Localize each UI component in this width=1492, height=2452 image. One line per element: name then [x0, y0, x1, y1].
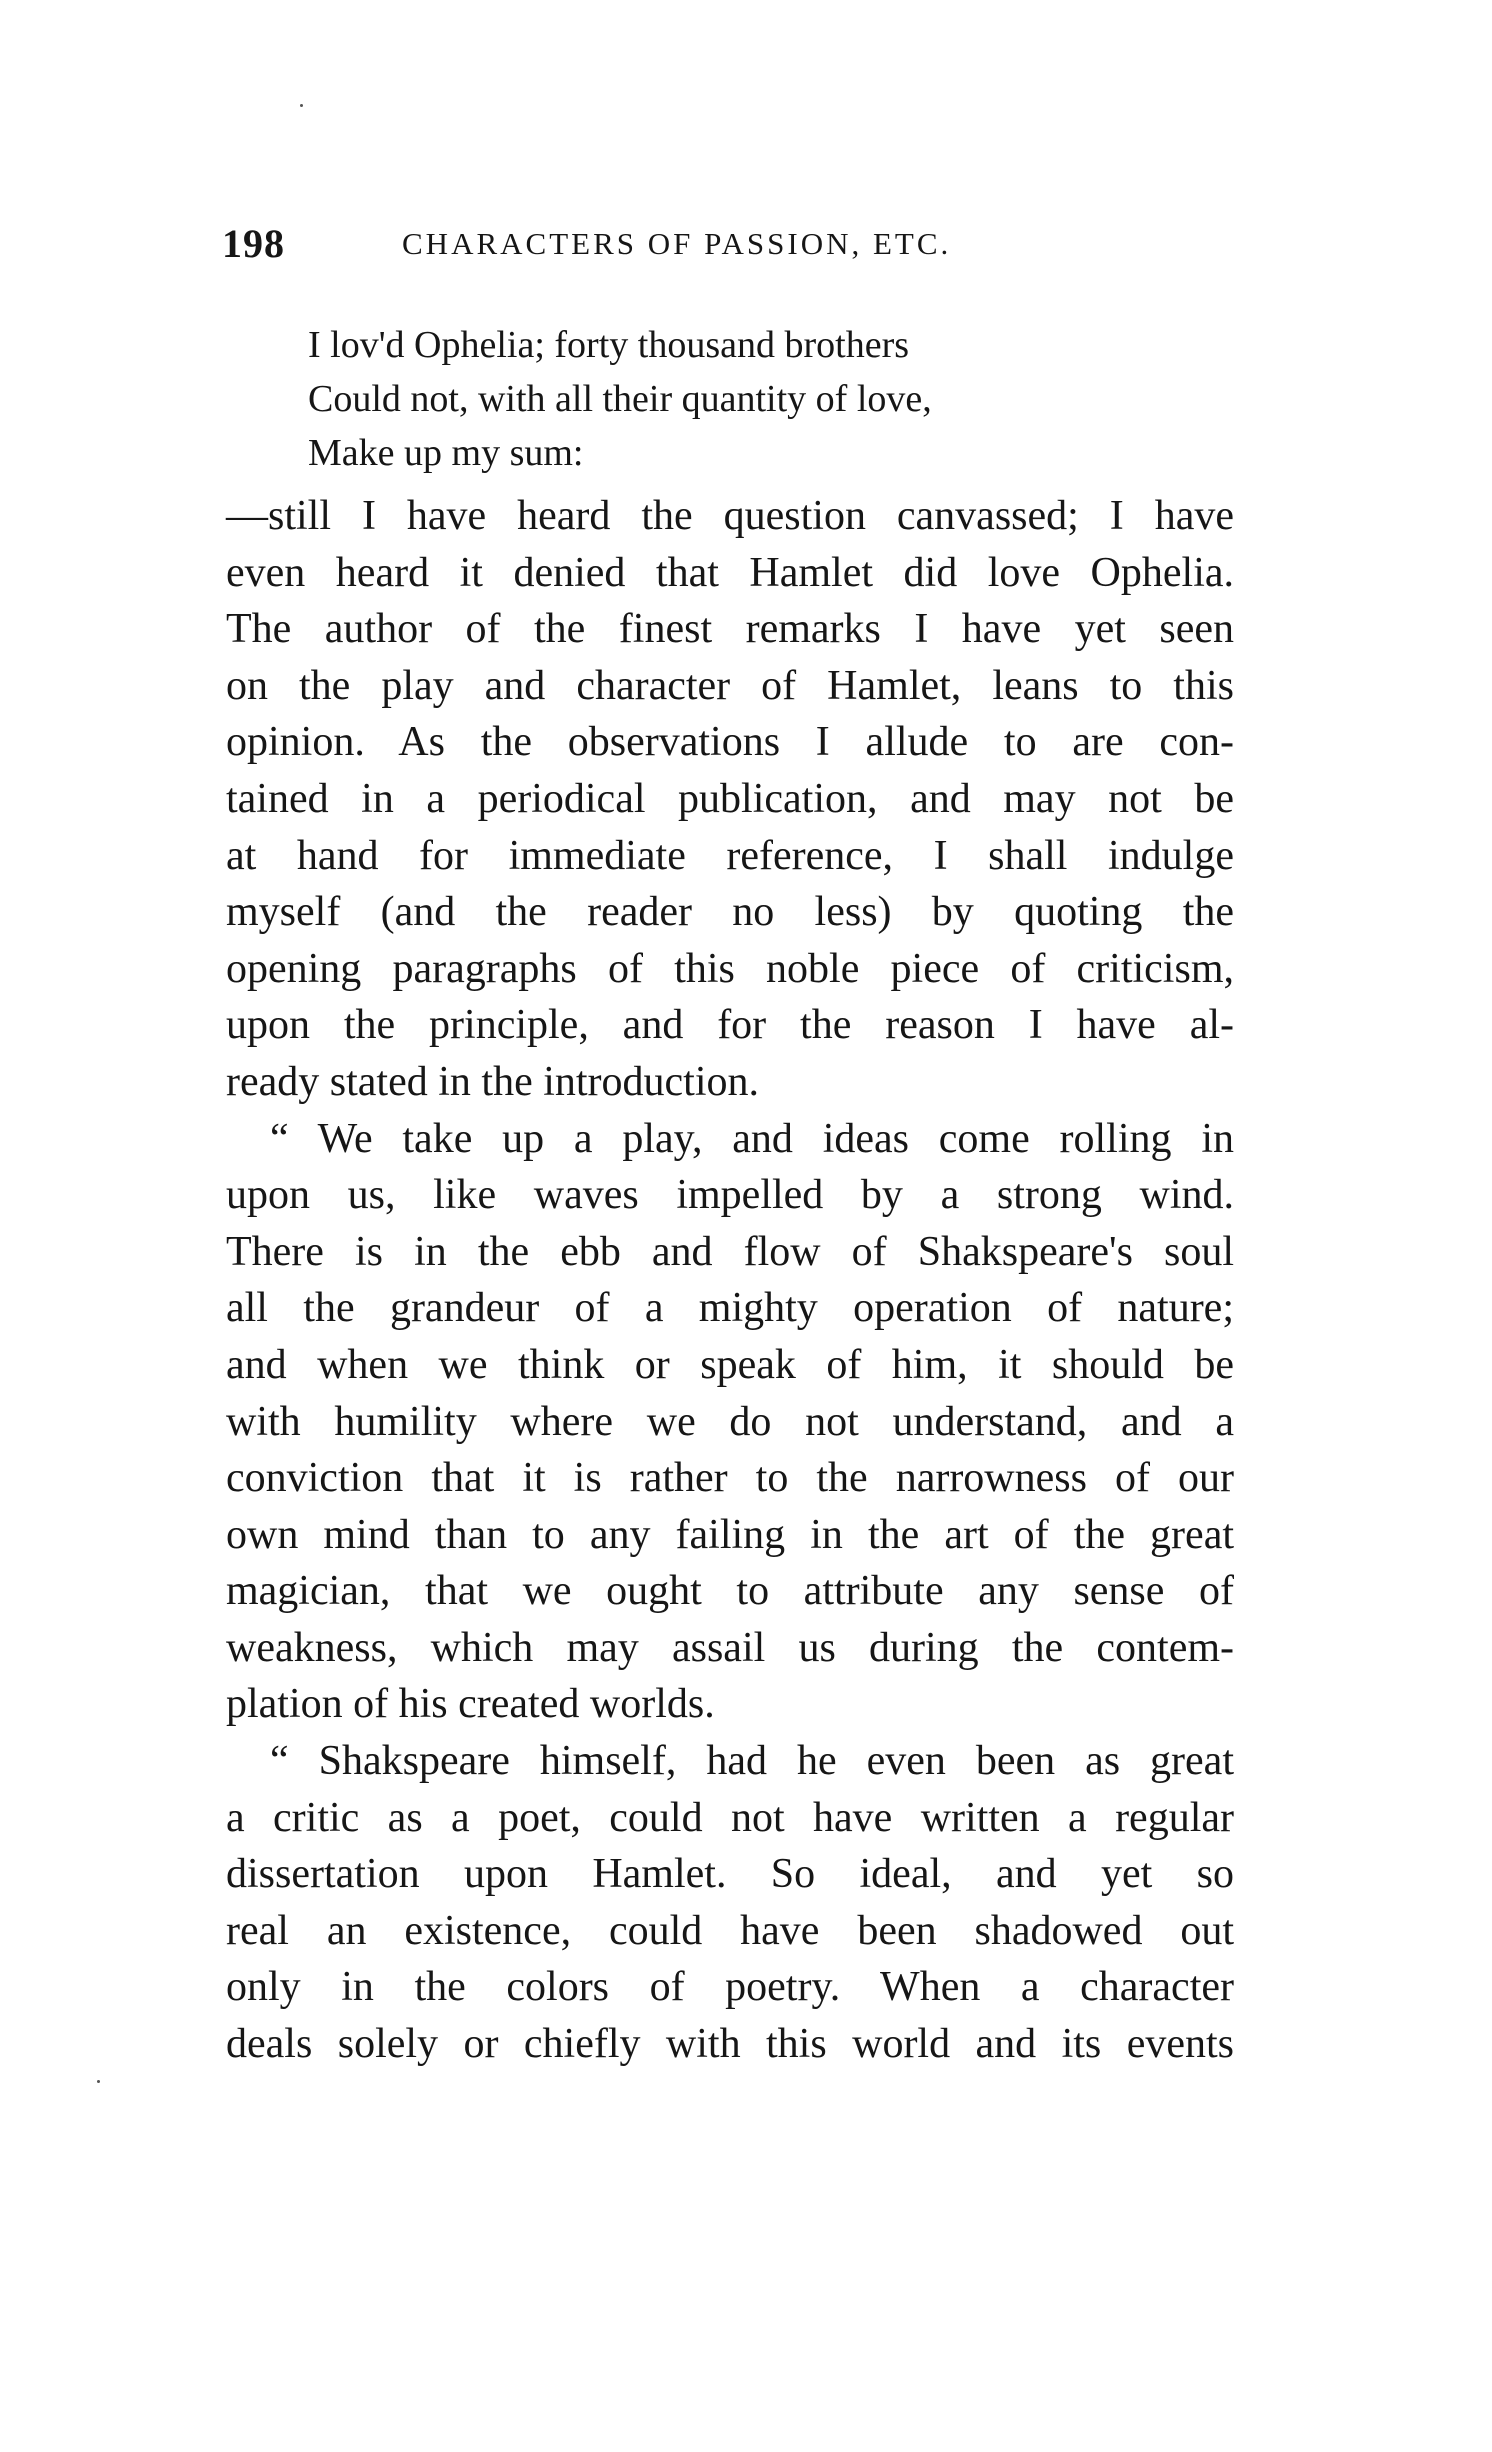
text-line: magician, that we ought to attribute any sense of — [226, 1568, 1234, 1615]
text-line: on the play and character of Hamlet, leans to this — [226, 662, 1234, 709]
verse-quotation — [308, 318, 1208, 480]
text-line: a critic as a poet, could not have written a regular — [226, 1794, 1234, 1841]
text-line: upon the principle, and for the reason I have al- — [226, 1002, 1234, 1049]
text-line: deals solely or chiefly with this world and its events — [226, 2021, 1234, 2068]
text-line: real an existence, could have been shadowed out — [226, 1907, 1234, 1954]
page-header — [222, 220, 1122, 270]
verse-line: Make up my sum: — [308, 432, 584, 474]
text-line: even heard it denied that Hamlet did love Ophelia. — [226, 549, 1234, 596]
text-line: dissertation upon Hamlet. So ideal, and yet so — [226, 1851, 1234, 1898]
running-head: CHARACTERS OF PASSION, ETC. — [402, 226, 952, 261]
verse-line: Could not, with all their quantity of love, — [308, 378, 932, 420]
text-line: “ Shakspeare himself, had he even been as great — [270, 1738, 1234, 1785]
text-line: upon us, like waves impelled by a strong wind. — [226, 1172, 1234, 1219]
paper-speck — [300, 104, 303, 107]
text-line: —still I have heard the question canvassed; I have — [226, 493, 1234, 539]
text-line: and when we think or speak of him, it should be — [226, 1341, 1234, 1388]
text-line: conviction that it is rather to the narrowness of our — [226, 1455, 1234, 1502]
text-line: own mind than to any failing in the art of the great — [226, 1511, 1234, 1558]
text-line: weakness, which may assail us during the contem- — [226, 1624, 1234, 1671]
text-line: at hand for immediate reference, I shall indulge — [226, 832, 1234, 879]
text-line: only in the colors of poetry. When a character — [226, 1964, 1234, 2011]
page-number: 198 — [222, 221, 285, 266]
text-line: opening paragraphs of this noble piece of criticism, — [226, 945, 1234, 992]
text-line: The author of the finest remarks I have yet seen — [226, 606, 1234, 653]
text-line: plation of his created worlds. — [226, 1681, 715, 1728]
text-line: tained in a periodical publication, and may not be — [226, 775, 1234, 822]
text-line: There is in the ebb and flow of Shakspeare's soul — [226, 1228, 1234, 1275]
text-line: “ We take up a play, and ideas come rolling in — [270, 1115, 1234, 1162]
body-text — [226, 488, 1234, 2073]
paper-speck — [97, 2080, 100, 2083]
text-line: myself (and the reader no less) by quoting the — [226, 889, 1234, 936]
text-line: ready stated in the introduction. — [226, 1058, 760, 1105]
text-line: with humility where we do not understand, and a — [226, 1398, 1234, 1445]
verse-line: I lov'd Ophelia; forty thousand brothers — [308, 324, 910, 366]
text-line: all the grandeur of a mighty operation of nature; — [226, 1285, 1234, 1332]
text-line: opinion. As the observations I allude to are con- — [226, 719, 1234, 766]
